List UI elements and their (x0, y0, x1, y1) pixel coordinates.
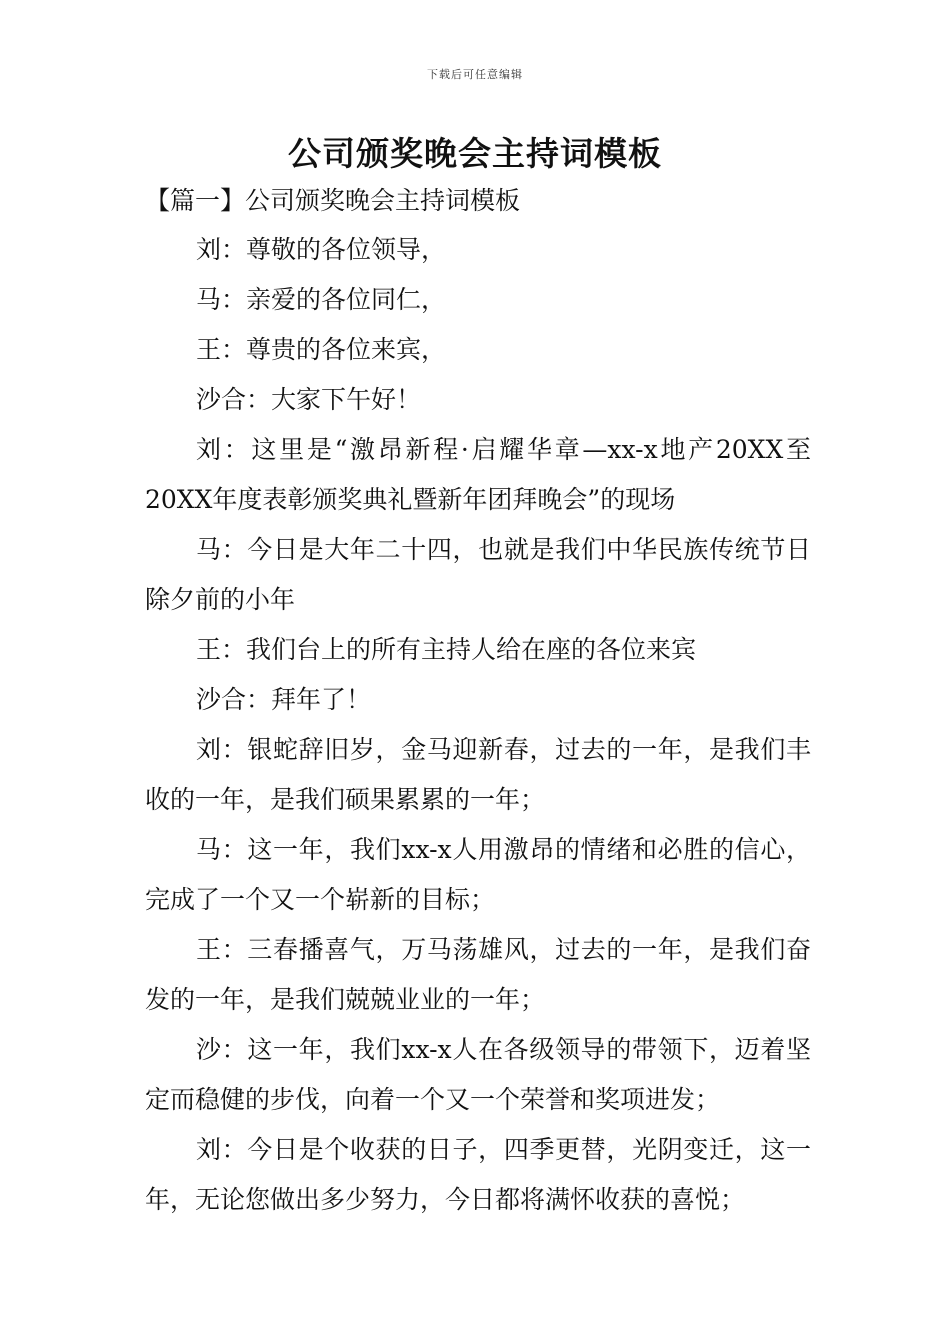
section-heading: 【篇一】公司颁奖晚会主持词模板 (145, 186, 521, 215)
document-body (145, 176, 811, 1225)
paragraph: 马：这一年，我们xx-x人用激昂的情绪和必胜的信心，完成了一个又一个崭新的目标； (145, 835, 811, 914)
paragraph: 王：三春播喜气，万马荡雄风，过去的一年，是我们奋发的一年，是我们兢兢业业的一年； (145, 935, 811, 1014)
document-title: 公司颁奖晚会主持词模板 (288, 134, 662, 173)
header-note: 下载后可任意编辑 (427, 68, 523, 81)
paragraph: 刘：今日是个收获的日子，四季更替，光阴变迁，这一年，无论您做出多少努力，今日都将满怀收获的喜悦； (145, 1135, 811, 1214)
paragraph: 沙：这一年，我们xx-x人在各级领导的带领下，迈着坚定而稳健的步伐，向着一个又一个荣誉和奖项进发； (145, 1035, 811, 1114)
paragraph: 马：亲爱的各位同仁， (196, 285, 447, 314)
paragraph: 刘：这里是“激昂新程·启耀华章—xx-x地产20XX至20XX年度表彰颁奖典礼暨新年团拜晚会”的现场 (145, 435, 811, 514)
paragraph: 王：尊贵的各位来宾， (196, 335, 447, 364)
paragraph: 王：我们台上的所有主持人给在座的各位来宾 (196, 635, 697, 664)
paragraph: 沙合：拜年了！ (196, 685, 372, 714)
paragraph: 刘：尊敬的各位领导， (196, 235, 447, 264)
paragraph: 沙合：大家下午好！ (196, 385, 422, 414)
paragraph: 马：今日是大年二十四，也就是我们中华民族传统节日除夕前的小年 (145, 535, 811, 614)
paragraph: 刘：银蛇辞旧岁，金马迎新春，过去的一年，是我们丰收的一年，是我们硕果累累的一年； (145, 735, 811, 814)
